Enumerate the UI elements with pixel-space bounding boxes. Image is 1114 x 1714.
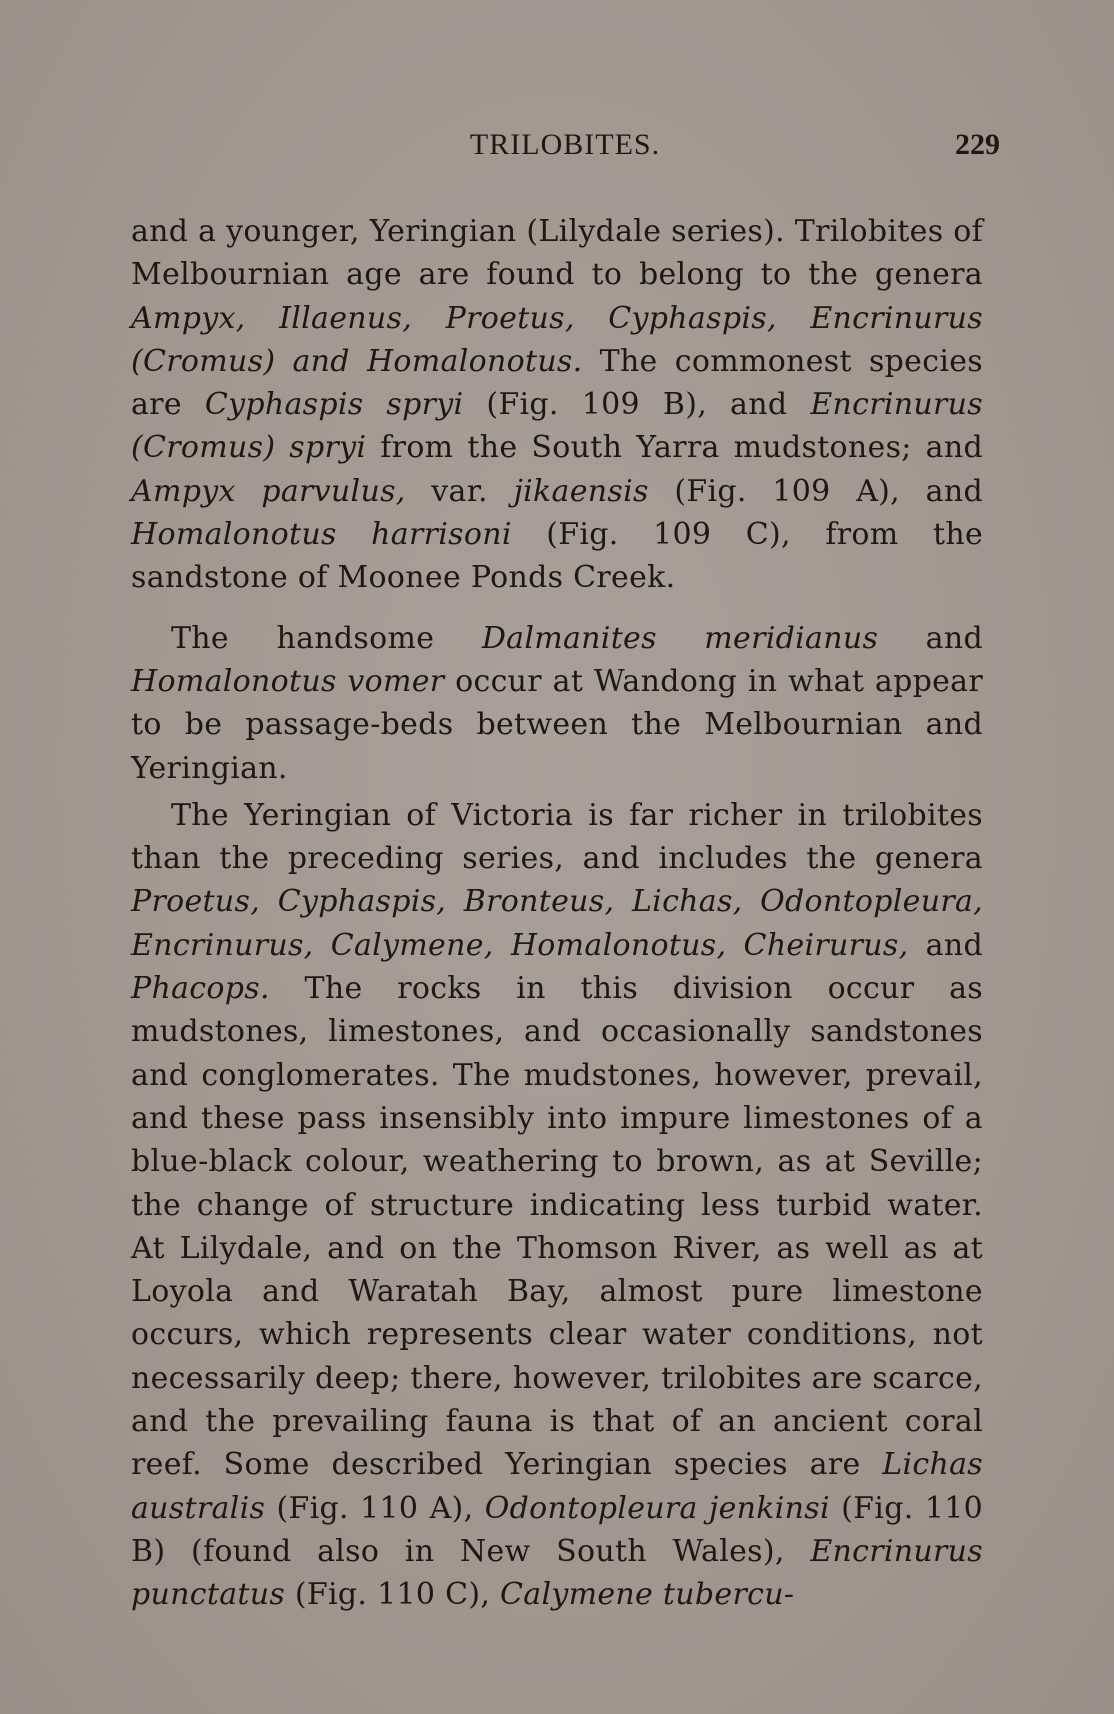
text-run: var. [405,473,514,509]
italic-run: Homalonotus harrisoni [131,517,512,553]
italic-run: Encrinurus (Cromus) spryi [131,387,983,466]
italic-run: Homalonotus vomer [131,663,445,699]
text-run: (Fig. 109 A), and [648,473,983,509]
text-run: and a younger, Yeringian (Lilydale series). Trilobites of Melbournian age are found to belong to the genera [131,214,984,293]
body-text [131,210,983,1617]
paragraph-1 [131,210,983,600]
text-run: from the South Yarra mudstones; and [366,430,983,466]
italic-run: Ampyx parvulus, [131,473,406,509]
text-run: The rocks in this division occur as mudstones, limestones, and occasionally sandstones and conglomerates. The mudstones, however, prevail, and these pass insensibly into impure limestones of a blue-black colour, weathering to brown, as at Seville; the change of structure indicating less turbid water. At Lilydale, and on the Thomson River, as well as at Loyola and Waratah Bay, almost pure limestone occurs, which represents clear water conditions, not necessarily deep; there, however, trilobites are scarce, and the prevailing fauna is that of an ancient coral reef. Some described Yeringian species are [131,971,983,1483]
text-run: The handsome [171,620,482,656]
text-run: (Fig. 110 B) (found also in New South Wales), [131,1490,983,1569]
chapter-title: TRILOBITES. [469,128,661,161]
text-run: (Fig. 110 A), [265,1490,485,1526]
italic-run: Cyphaspis spryi [204,387,464,423]
italic-run: Ampyx, Illaenus, Proetus, Cyphaspis, Encrinurus (Cromus) and Homalonotus. [131,300,983,379]
running-head [130,128,1000,178]
text-run: and [908,927,983,963]
italic-run: Dalmanites meridianus [481,620,879,656]
text-run: occur at Wandong in what appear to be passage-beds between the Melbournian and Yeringian. [131,663,983,786]
italic-run: Lichas australis [131,1447,983,1526]
text-run: and [878,620,983,656]
italic-run: jikaensis [513,473,649,509]
text-run: (Fig. 109 C), from the sandstone of Moonee Ponds Creek. [131,517,984,596]
text-run: The commonest species are [131,343,983,423]
paragraph-2 [131,617,983,790]
text-run: (Fig. 109 B), and [463,387,811,423]
italic-run: Proetus, Cyphaspis, Bronteus, Lichas, Odontopleura, Encrinurus, Calymene, Homalonotus, Cheirurus, [131,884,983,963]
paragraph-3 [131,794,983,1617]
text-run: The Yeringian of Victoria is far richer in trilobites than the preceding series, and includes the genera [131,797,983,877]
text-run: (Fig. 110 C), [285,1577,501,1613]
italic-run: Phacops. [131,971,270,1007]
italic-run: Odontopleura jenkinsi [484,1490,830,1526]
italic-run: Calymene tubercu- [500,1577,795,1613]
italic-run: Encrinurus punctatus [131,1533,983,1613]
page-number: 229 [955,128,1000,161]
